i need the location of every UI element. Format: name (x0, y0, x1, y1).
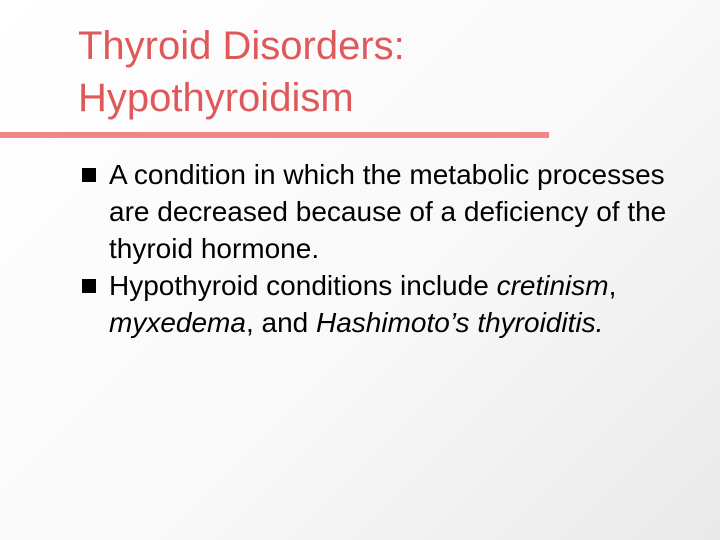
bullet-list (82, 156, 692, 341)
title-line-2: Hypothyroidism (78, 76, 354, 120)
separator: , and (245, 307, 316, 338)
slide-title (78, 20, 678, 124)
title-underline (0, 132, 549, 138)
bullet-text: A condition in which the metabolic processes are decreased because of a deficiency of the thyroid hormone. (109, 159, 667, 264)
title-line-1: Thyroid Disorders: (78, 24, 405, 68)
bullet-text-prefix: Hypothyroid conditions include (109, 270, 497, 301)
bullet-item-conditions (82, 267, 692, 341)
term-cretinism: cretinism (496, 270, 609, 301)
term-myxedema: myxedema (109, 307, 246, 338)
term-hashimotos-thyroiditis: Hashimoto’s thyroiditis. (316, 307, 604, 338)
square-bullet-icon (82, 279, 96, 293)
separator: , (608, 270, 617, 301)
bullet-text (109, 270, 616, 338)
bullet-item-definition (82, 156, 692, 267)
square-bullet-icon (82, 168, 96, 182)
